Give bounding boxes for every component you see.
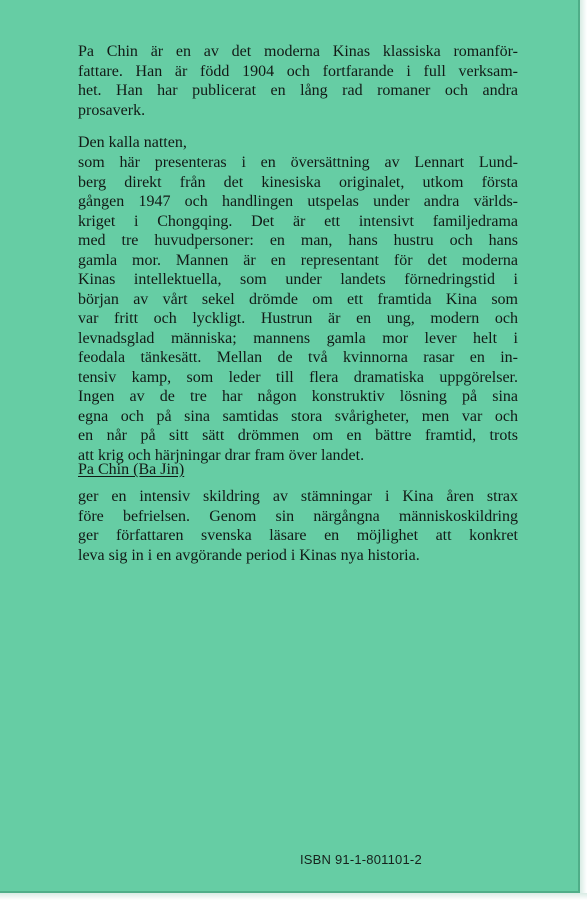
- synopsis-line: Kinas intellektuella, som under landets förnedringstid i: [78, 271, 518, 288]
- synopsis-line: början av vårt sekel drömde om ett framtida Kina som: [78, 290, 518, 308]
- intro-line: fattare. Han är född 1904 och fortfarande i full verksam-: [78, 62, 518, 80]
- page-edge-bottom: [0, 893, 587, 900]
- intro-line: Pa Chin är en av det moderna Kinas klassiska romanför-: [78, 43, 518, 60]
- synopsis-line: levnadsglad människa; mannens gamla mor lever helt i: [78, 329, 518, 347]
- closing-line: leva sig in i en avgörande period i Kinas nya historia.: [78, 546, 420, 564]
- synopsis-line: en når på sitt sätt drömmen om en bättre framtid, trots: [78, 427, 518, 444]
- synopsis-paragraph: [78, 153, 518, 465]
- isbn-label: ISBN 91-1-801101-2: [300, 852, 422, 867]
- synopsis-line: egna och på sina samtidas stora svårigheter, men var och: [78, 407, 518, 425]
- synopsis-line: gamla mor. Mannen är en representant för det moderna: [78, 251, 518, 269]
- synopsis-line: gången 1947 och handlingen utspelas under andra världs-: [78, 193, 518, 210]
- synopsis-line: som här presenteras i en översättning av Lennart Lund-: [78, 154, 518, 171]
- intro-line: het. Han har publicerat en lång rad romaner och andra: [78, 82, 518, 99]
- heading-author-name: Pa Chin (Ba Jin): [78, 461, 185, 478]
- closing-paragraph: [78, 487, 518, 565]
- synopsis-line: feodala tänkesätt. Mellan de två kvinnorna rasar en in-: [78, 349, 518, 366]
- synopsis-line: berg direkt från det kinesiska originalet, utkom första: [78, 173, 518, 191]
- closing-line: ger en intensiv skildring av stämningar i Kina åren strax: [78, 488, 518, 505]
- closing-line: före befrielsen. Genom sin närgångna människoskildring: [78, 507, 518, 525]
- page-edge-right: [580, 0, 587, 900]
- synopsis-line: tensiv kamp, som leder till flera dramatiska uppgörelser.: [78, 368, 518, 386]
- synopsis-line: kriget i Chongqing. Det är ett intensivt familjedrama: [78, 212, 518, 230]
- heading-den-kalla-natten: Den kalla natten,: [78, 134, 187, 151]
- synopsis-line: Ingen av de tre har någon konstruktiv lösning på sina: [78, 388, 518, 405]
- synopsis-line: med tre huvudpersoner: en man, hans hustru och hans: [78, 232, 518, 249]
- synopsis-line: att krig och härjningar drar fram över landet.: [78, 446, 365, 464]
- intro-paragraph: [78, 42, 518, 120]
- closing-line: ger författaren svenska läsare en möjlighet att konkret: [78, 527, 518, 544]
- synopsis-line: var fritt och lyckligt. Hustrun är en ung, modern och: [78, 310, 518, 327]
- intro-line: prosaverk.: [78, 101, 146, 119]
